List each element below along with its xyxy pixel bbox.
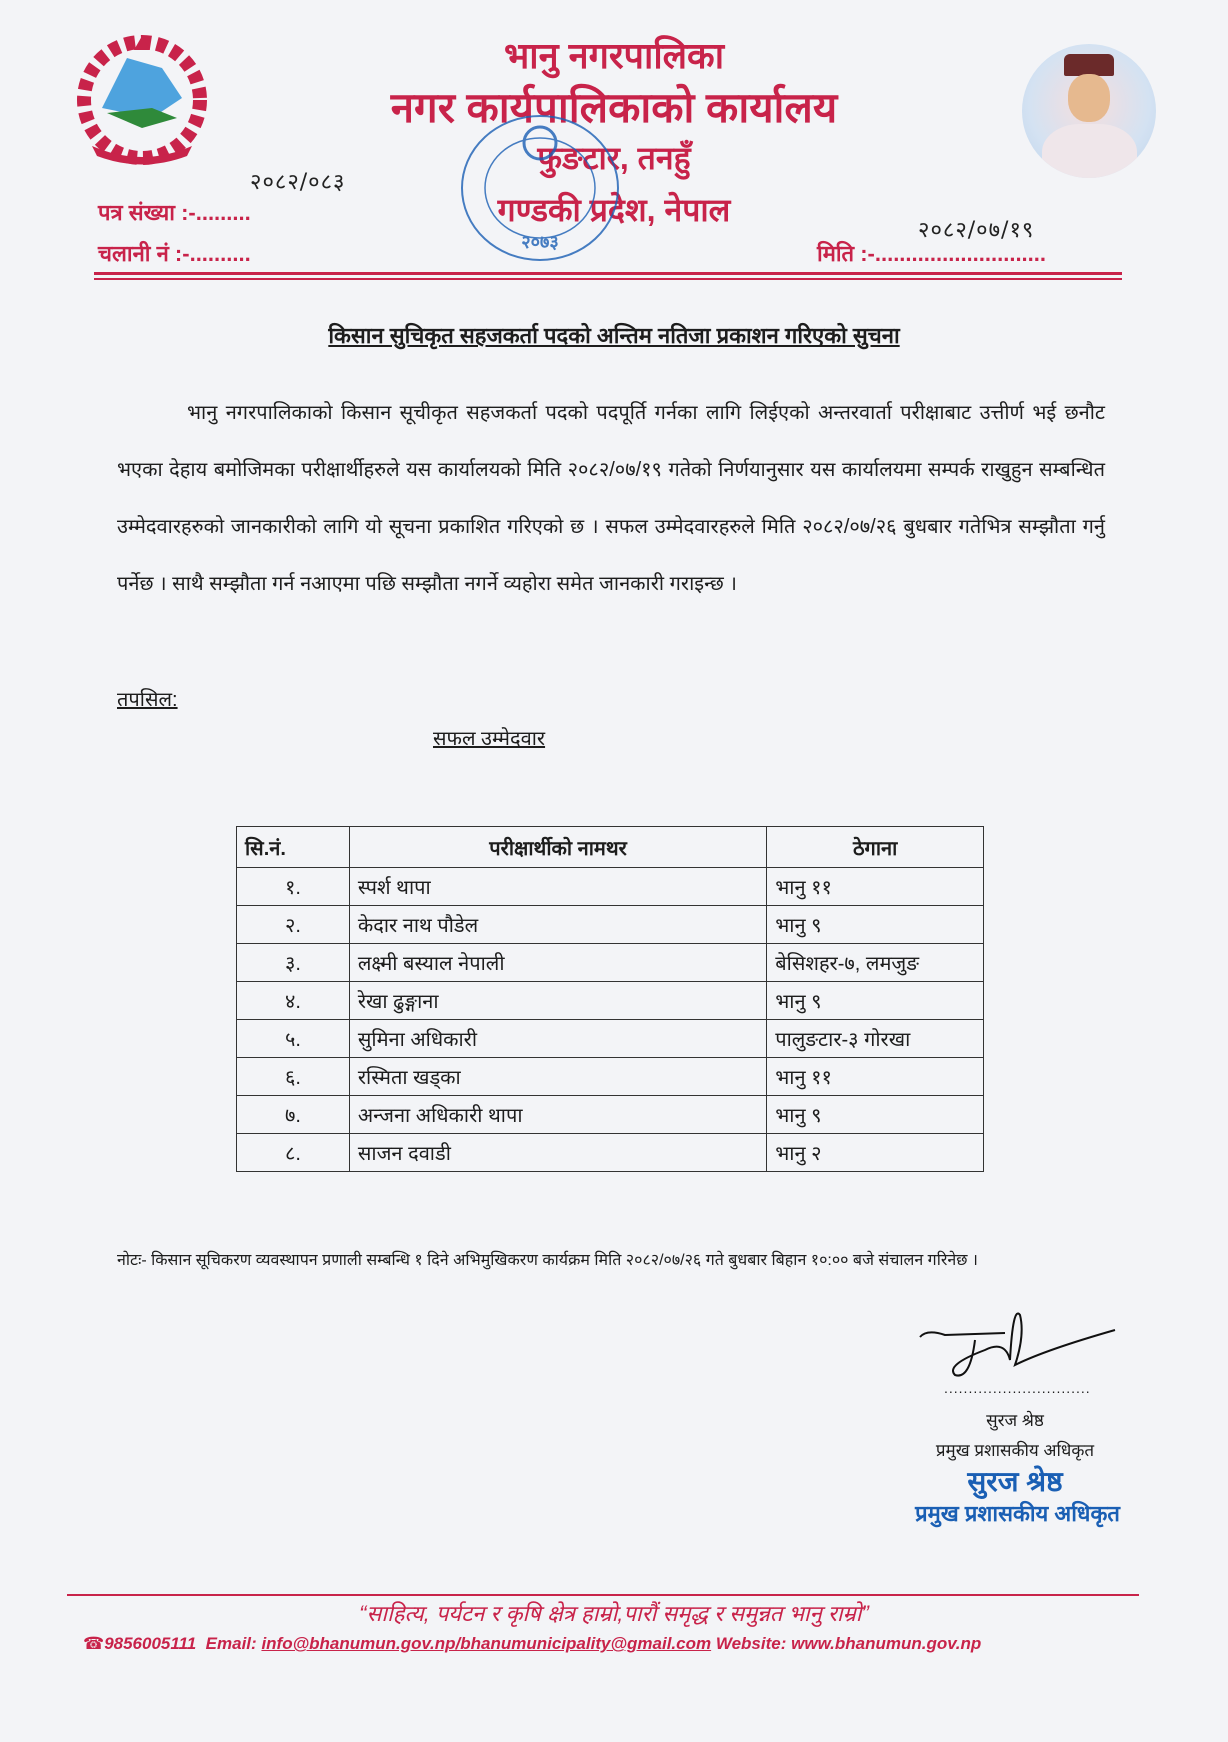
- name-cell: रस्मिता खड्का: [349, 1058, 766, 1096]
- municipality-name: भानु नगरपालिका: [503, 35, 725, 76]
- table-row: [237, 1058, 984, 1096]
- phone-number: 9856005111: [104, 1634, 197, 1653]
- address-cell: भानु ११: [767, 1058, 984, 1096]
- address-cell: भानु २: [767, 1134, 984, 1172]
- serial-cell: ४.: [237, 982, 350, 1020]
- table-caption: सफल उम्मेदवार: [433, 728, 546, 750]
- hat-shape: [1064, 54, 1114, 76]
- name-cell: स्पर्श थापा: [349, 868, 766, 906]
- email-label: Email:: [205, 1634, 257, 1653]
- stamp-name: सुरज श्रेष्ठ: [967, 1466, 1063, 1497]
- name-cell: साजन दवाडी: [349, 1134, 766, 1172]
- serial-cell: १.: [237, 868, 350, 906]
- table-row: [237, 906, 984, 944]
- serial-cell: ७.: [237, 1096, 350, 1134]
- signatory-designation: प्रमुख प्रशासकीय अधिकृत: [935, 1441, 1095, 1460]
- stamp-designation: प्रमुख प्रशासकीय अधिकृत: [915, 1501, 1120, 1526]
- name-cell: लक्ष्मी बस्याल नेपाली: [349, 944, 766, 982]
- signatory-name: सुरज श्रेष्ठ: [986, 1411, 1044, 1430]
- patra-sankhya-value: २०८२/०८३: [250, 170, 346, 195]
- address-cell: भानु ९: [767, 1096, 984, 1134]
- website-label: Website:: [715, 1634, 787, 1653]
- header-address: ठेगाना: [767, 827, 984, 868]
- phone-icon: ☎: [83, 1634, 105, 1653]
- signature-line: ..............................: [944, 1380, 1091, 1396]
- name-cell: केदार नाथ पौडेल: [349, 906, 766, 944]
- email-link[interactable]: info@bhanumun.gov.np/bhanumunicipality@gmail.com: [261, 1634, 712, 1653]
- table-row: [237, 1020, 984, 1058]
- table-row: [237, 1096, 984, 1134]
- table-row: [237, 944, 984, 982]
- office-location: फुङटार, तनहुँ: [537, 140, 691, 176]
- website-link[interactable]: www.bhanumun.gov.np: [791, 1634, 982, 1653]
- table-row: [237, 868, 984, 906]
- table-row: [237, 1134, 984, 1172]
- successful-candidates-table: [236, 826, 984, 1172]
- serial-cell: २.: [237, 906, 350, 944]
- notice-body: भानु नगरपालिकाको किसान सूचीकृत सहजकर्ता पदको पदपूर्ति गर्नका लागि लिईएको अन्तरवार्ता परीक्षाबाट उत्तीर्ण भई छनौट भएका देहाय बमोजिमका परीक्षार्थीहरुले यस कार्यालयको मिति २०८२/०७/१९ गतेको निर्णयानुसार यस कार्यालयमा सम्पर्क राखुहुन सम्बन्धित उम्मेदवारहरुको जानकारीको लागि यो सूचना प्रकाशित गरिएको छ । सफल उम्मेदवारहरुले मिति २०८२/०७/२६ बुधबार गतेभित्र सम्झौता गर्नु पर्नेछ । साथै सम्झौता गर्न नआएमा पछि सम्झौता नगर्ने व्यहोरा समेत जानकारी गराइन्छ ।: [117, 402, 1105, 595]
- office-stamp: [455, 108, 625, 268]
- address-cell: पालुङटार-३ गोरखा: [767, 1020, 984, 1058]
- header-divider-bottom: [94, 278, 1122, 280]
- name-cell: सुमिना अधिकारी: [349, 1020, 766, 1058]
- svg-text:२०७३: २०७३: [521, 232, 559, 252]
- notice-title: किसान सुचिकृत सहजकर्ता पदको अन्तिम नतिजा प्रकाशन गरिएको सुचना: [328, 323, 900, 348]
- table-header-row: [237, 827, 984, 868]
- footer-contact: [83, 1634, 981, 1654]
- header-serial: सि.नं.: [237, 827, 350, 868]
- serial-cell: ५.: [237, 1020, 350, 1058]
- patra-sankhya-label: पत्र संख्या :-.........: [98, 200, 251, 225]
- address-cell: भानु ११: [767, 868, 984, 906]
- note-text: नोटः- किसान सूचिकरण व्यवस्थापन प्रणाली सम्बन्धि १ दिने अभिमुखिकरण कार्यक्रम मिति २०८२/०७/२६ गते बुधबार बिहान १०:०० बजे संचालन गरिनेछ ।: [117, 1252, 978, 1269]
- table-row: [237, 982, 984, 1020]
- header-divider-top: [94, 272, 1122, 275]
- address-cell: भानु ९: [767, 982, 984, 1020]
- address-cell: बेसिशहर-७, लमजुङ: [767, 944, 984, 982]
- signature: [915, 1295, 1135, 1385]
- tapsil-label: तपसिल:: [117, 689, 178, 711]
- miti-label: मिति :-............................: [817, 241, 1047, 266]
- serial-cell: ३.: [237, 944, 350, 982]
- name-cell: अन्जना अधिकारी थापा: [349, 1096, 766, 1134]
- province-country: गण्डकी प्रदेश, नेपाल: [497, 192, 731, 228]
- name-cell: रेखा ढुङ्गाना: [349, 982, 766, 1020]
- chalani-label: चलानी नं :-..........: [98, 241, 251, 266]
- footer-divider: [67, 1594, 1139, 1596]
- address-cell: भानु ९: [767, 906, 984, 944]
- portrait-photo: [1022, 44, 1156, 178]
- header-name: परीक्षार्थीको नामथर: [349, 827, 766, 868]
- serial-cell: ६.: [237, 1058, 350, 1096]
- footer-slogan: “साहित्य, पर्यटन र कृषि क्षेत्र हाम्रो,पारौं समृद्ध र समुन्नत भानु राम्रो”: [359, 1601, 869, 1626]
- serial-cell: ८.: [237, 1134, 350, 1172]
- miti-value: २०८२/०७/१९: [918, 218, 1035, 243]
- body-shape: [1042, 124, 1137, 178]
- office-name: नगर कार्यपालिकाको कार्यालय: [390, 84, 838, 131]
- face-shape: [1068, 74, 1110, 122]
